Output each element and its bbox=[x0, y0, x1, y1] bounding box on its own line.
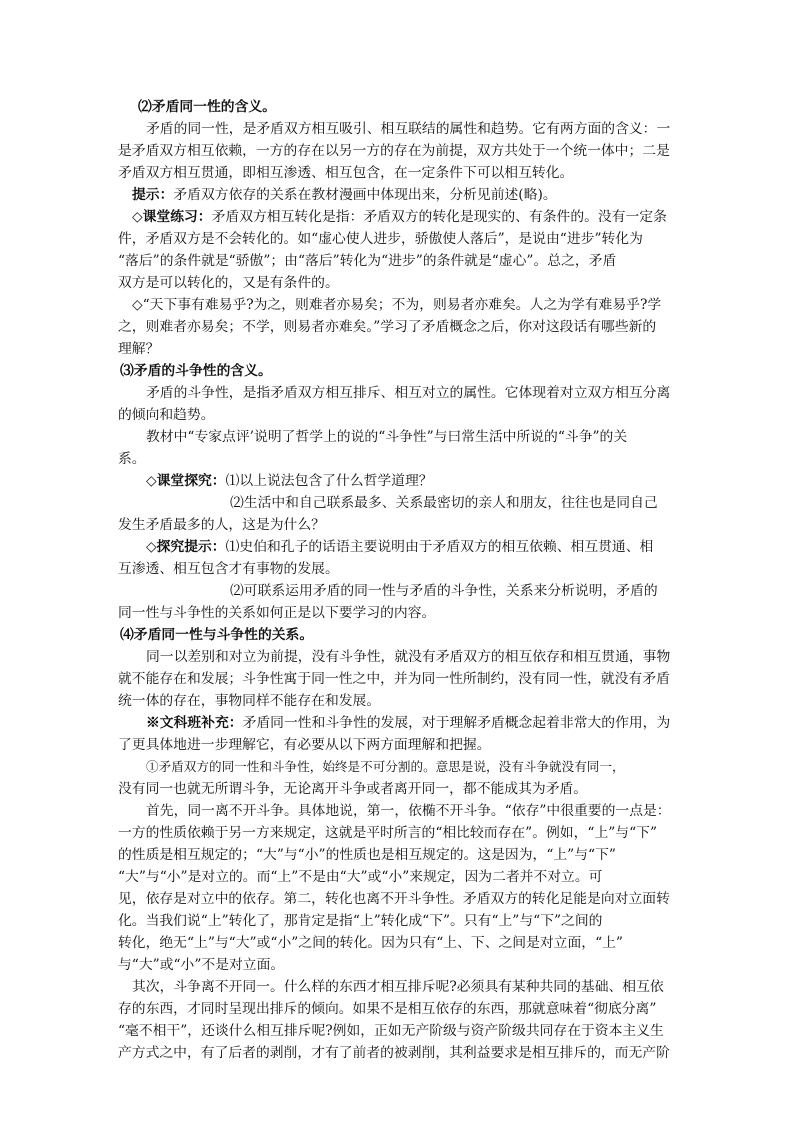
paragraph-line: 矛盾双方相互贯通，即相互渗透、相互包含，在一定条件下可以相互转化。 bbox=[118, 165, 574, 181]
paragraph-line: 产方式之中，有了后者的剥削，才有了前者的被剥削，其利益要求是相互排斥的，而无产阶 bbox=[118, 1045, 670, 1061]
paragraph-line: 就不能存在和发展；斗争性寓于同一性之中，并为同一性所制约，没有同一性，就没有矛盾 bbox=[118, 671, 670, 687]
paragraph-line: 同一性与斗争性的关系如何正是以下要学习的内容。 bbox=[118, 605, 436, 621]
paragraph-line: 矛盾的同一性，是矛盾双方相互吸引、相互联结的属性和趋势。它有两方面的含义：一 bbox=[146, 121, 671, 137]
paragraph-line: 一方的性质依赖于另一方来规定，这就是平时所言的“相比较而存在”。例如，“上”与“下” bbox=[118, 825, 658, 841]
paragraph-line: “毫不相干”，还谈什么相互排斥呢?例如，正如无产阶级与资产阶级共同存在于资本主义生 bbox=[118, 1023, 664, 1039]
paragraph-line: 见，依存是对立中的依存。第二，转化也离不开斗争性。矛盾双方的转化足能是向对立面转 bbox=[118, 891, 670, 907]
paragraph-line: 没有同一也就无所谓斗争，无论离开斗争或者离开同一，都不能成其为矛盾。 bbox=[118, 781, 588, 797]
explore-label: ◇课堂探究： bbox=[146, 473, 226, 489]
paragraph-line: 教材中“专家点评’说明了哲学上的说的“斗争性”与曰常生活中所说的“斗争”的关 bbox=[146, 429, 628, 445]
paragraph-line: 件，矛盾双方是不会转化的。如“虚心使人进步，骄傲使人落后”，是说由“进步”转化为 bbox=[118, 231, 643, 247]
practice-line: ◇课堂练习：矛盾双方相互转化是指：矛盾双方的转化是现实的、有条件的。没有一定条 bbox=[132, 209, 667, 225]
paragraph-line: 发生矛盾最多的人，这是为什么？ bbox=[118, 517, 325, 533]
section-heading-4: ⑷矛盾同一性与斗争性的关系。 bbox=[120, 627, 314, 643]
paragraph-line: 互渗透、相互包含才有事物的发展。 bbox=[118, 561, 339, 577]
section-heading-3: ⑶矛盾的斗争性的含义。 bbox=[120, 363, 272, 379]
section-heading-2: ⑵矛盾同一性的含义。 bbox=[138, 99, 276, 115]
paragraph-line: 了更具体地进一步理解它，有必要从以下两方面理解和把握。 bbox=[118, 737, 491, 753]
paragraph-line: “大”与“小”是对立的。而“上”不是由“大”或“小”来规定，因为二者并不对立。可 bbox=[118, 869, 603, 885]
paragraph-line: 统一体的存在，事物同样不能存在和发展。 bbox=[118, 693, 381, 709]
paragraph-line: 转化，绝无“上”与“大”或“小”之间的转化。因为只有“上、下、之间是对立面，“上” bbox=[118, 935, 623, 951]
explore-tip-label: ◇探究提示： bbox=[146, 539, 226, 555]
paragraph-line: ①矛盾双方的同一性和斗争性，始终是不可分割的。意思是说，没有斗争就没有同一， bbox=[146, 759, 625, 774]
paragraph-line: ⑵生活中和自己联系最多、关系最密切的亲人和朋友，往往也是同自己 bbox=[230, 495, 658, 511]
explore-tip-line: ◇探究提示：⑴史伯和孔子的话语主要说明由于矛盾双方的相互依赖、相互贯通、相 bbox=[146, 539, 654, 555]
supplement-line: ※文科班补充：矛盾同一性和斗争性的发展，对于理解矛盾概念起着非常大的作用，为 bbox=[146, 715, 671, 731]
paragraph-line: 的倾向和趋势。 bbox=[118, 407, 215, 423]
quote-line: 之，则难者亦易矣；不学，则易者亦难矣。”学习了矛盾概念之后，你对这段话有哪些新的 bbox=[118, 319, 657, 335]
paragraph-line: 矛盾的斗争性，是指矛盾双方相互排斥、相互对立的属性。它体现着对立双方相互分离 bbox=[146, 385, 671, 401]
paragraph-line: 双方是可以转化的，又是有条件的。 bbox=[118, 275, 339, 291]
paragraph-line: 化。当我们说“上”转化了，那肯定是指“上”转化成“下”。只有“上”与“下”之间的 bbox=[118, 913, 603, 929]
tip-line: 提示：矛盾双方依存的关系在教材漫画中体现出来，分析见前述(略)。 bbox=[132, 187, 557, 203]
paragraph-line: 同一以差别和对立为前提，没有斗争性，就没有矛盾双方的相互依存和相互贯通，事物 bbox=[146, 649, 671, 665]
paragraph-line: 存的东西，才同时呈现出排斥的倾向。如果不是相互依存的东西，那就意味着“彻底分离” bbox=[118, 1001, 657, 1017]
paragraph-line: 是矛盾双方相互依赖，一方的存在以另一方的存在为前提，双方共处于一个统一体中；二是 bbox=[118, 143, 670, 159]
paragraph-line: “落后”的条件就是“骄傲”；由“落后”转化为“进步”的条件就是“虚心”。总之，矛盾 bbox=[118, 253, 617, 269]
explore-line: ◇课堂探究：⑴以上说法包含了什么哲学道理？ bbox=[146, 473, 433, 489]
paragraph-line: 其次，斗争离不开同一。什么样的东西才相互排斥呢?必须具有某种共同的基础、相互依 bbox=[132, 979, 664, 995]
paragraph-line: 的性质是相互规定的；“大”与“小”的性质也是相互规定的。这是因为，“上”与“下” bbox=[118, 847, 616, 863]
paragraph-line: 与“大”或“小”不是对立面。 bbox=[118, 957, 285, 973]
paragraph-line: ⑵可联系运用矛盾的同一性与矛盾的斗争性，关系来分析说明，矛盾的 bbox=[230, 583, 658, 599]
paragraph-line: 系。 bbox=[118, 451, 146, 467]
practice-label: ◇课堂练习： bbox=[132, 209, 212, 225]
quote-line: ◇“天下事有难易乎?为之，则难者亦易矣；不为，则易者亦难矣。人之为学有难易乎?学 bbox=[132, 297, 662, 313]
tip-label: 提示： bbox=[132, 187, 174, 203]
supplement-label: ※文科班补充： bbox=[146, 715, 243, 731]
paragraph-line: 首先，同一离不开斗争。具体地说，第一，依椭不开斗争。“依存”中很重要的一点是： bbox=[146, 803, 671, 819]
quote-line: 理解？ bbox=[118, 341, 160, 357]
